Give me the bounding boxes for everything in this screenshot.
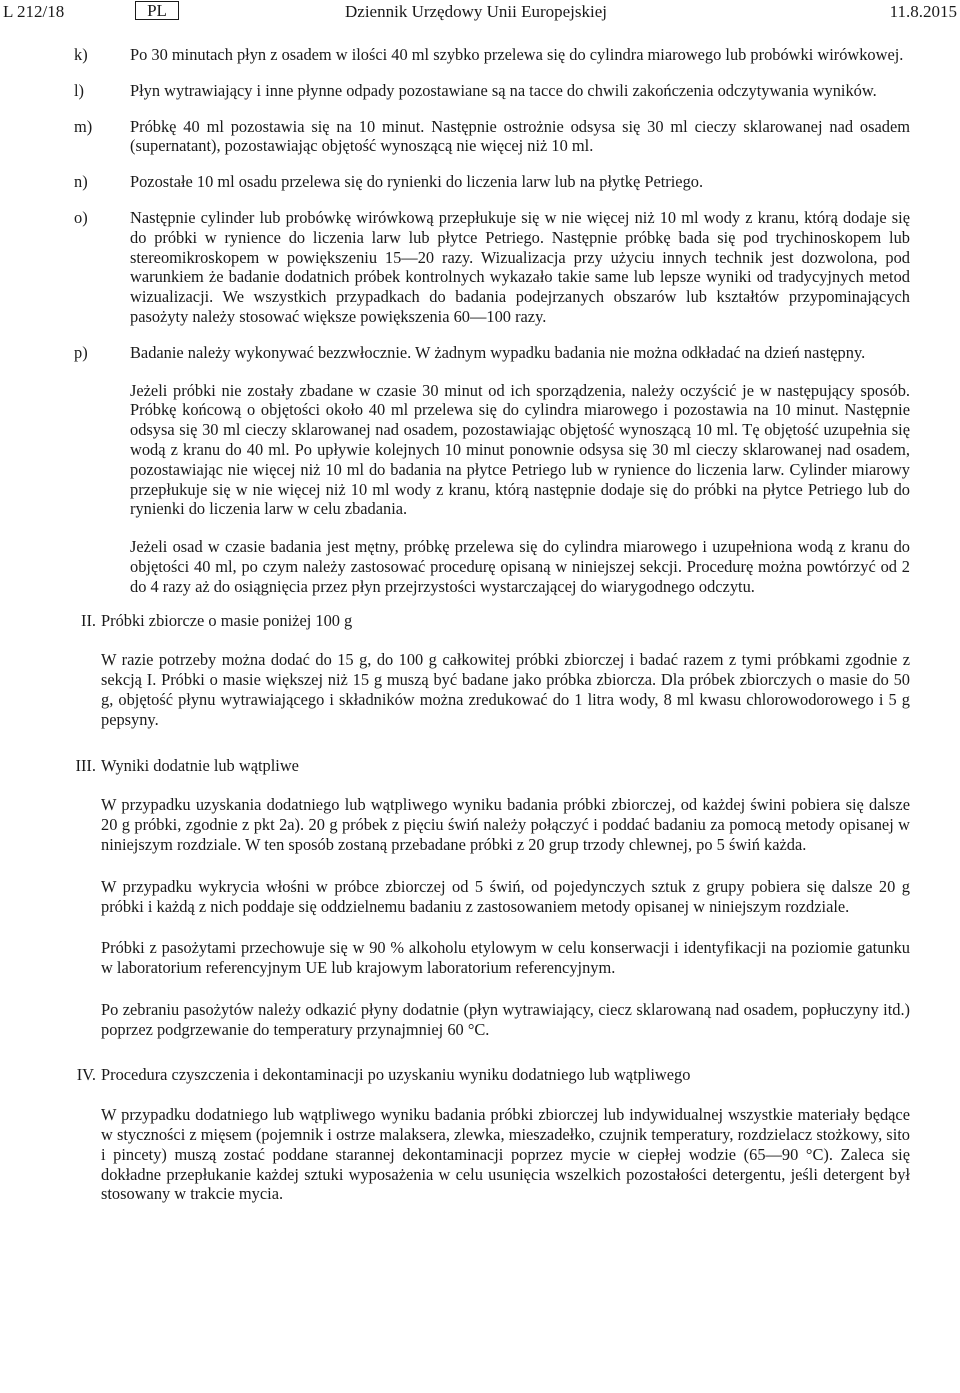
item-label: n) [74, 172, 88, 192]
language-badge: PL [135, 1, 179, 20]
page-reference: L 212/18 [3, 2, 65, 21]
section-paragraph: W przypadku dodatniego lub wątpliwego wyniku badania próbki zbiorczej lub indywidualnej wszystkie materiały będące w styczności z mięsem (pojemnik i ostrze malaksera, zlewka, mieszadełko, czujnik temperatury, rozdzielacz stożkowy, sito i pincety) muszą zostać poddane starannej dekontaminacji poprzez mycie w ciepłej wodzie (65—90 °C). Zaleca się dokładne przepłukanie każdej sztuki wyposażenia w celu usunięcia wszelkich pozostałości detergentu, jeśli detergent był stosowany w trakcie mycia. [101, 1105, 910, 1204]
section-iii [62, 756, 910, 1040]
item-text: Płyn wytrawiający i inne płynne odpady pozostawiane są na tacce do chwili zakończenia odczytywania wyników. [130, 80, 877, 100]
item-label: m) [74, 116, 93, 136]
section-title: Procedura czyszczenia i dekontaminacji po uzyskaniu wyniku dodatniego lub wątpliwego [101, 1065, 691, 1085]
item-text: Jeżeli próbki nie zostały zbadane w czasie 30 minut od ich sporządzenia, należy oczyścić je w następujący sposób. Próbkę końcową o objętości około 40 ml przelewa się do cylindra miarowego i pozostawia na 10 minut. Następnie odsysa się 30 ml cieczy sklarowanej nad osadem, pozostawiając objętość wynoszącą 10 ml. Tę objętość uzupełnia się wodą z kranu do 40 ml. Po upływie kolejnych 10 minut ponownie odsysa się 30 ml cieczy sklarowanej nad osadem, pozostawiając nie więcej niż 10 ml do badania na płytce Petriego lub w rynience do liczenia larw. Cylinder miarowy przepłukuje się w nie więcej niż 10 ml wody z kranu, którą następnie dodaje się do próbki na płytce Petriego lub do rynienki do liczenia larw w celu zbadania. [130, 380, 910, 519]
item-text: Jeżeli osad w czasie badania jest mętny, próbkę przelewa się do cylindra miarowego i uzupełniona wodą z kranu do objętości 40 ml, po czym należy zastosować procedurę opisaną w niniejszej sekcji. Procedurę można powtórzyć od 2 do 4 razy aż do osiągnięcia przez płyn przejrzystości wystarczającej do wiarygodnego odczytu. [130, 537, 910, 596]
list-item-m [62, 117, 910, 157]
list-item-k [62, 45, 910, 65]
item-label: o) [74, 207, 88, 227]
item-text: Po 30 minutach płyn z osadem w ilości 40 ml szybko przelewa się do cylindra miarowego lub probówki wirówkowej. [130, 45, 904, 64]
section-paragraph: W przypadku uzyskania dodatniego lub wątpliwego wyniku badania próbki zbiorczej, od każdej świni pobiera się dalsze 20 g próbki, zgodnie z pkt 2a). 20 g próbek z pięciu świń należy połączyć i poddać badaniu za pomocą metody opisanej w niniejszym rozdziale. W ten sposób zostaną przebadane próbki z 20 grup trzody chlewnej, po 5 świń każda. [101, 795, 910, 854]
section-paragraph: W przypadku wykrycia włośni w próbce zbiorczej od 5 świń, od pojedynczych sztuk z grupy pobiera się dalsze 20 g próbki i każdą z nich poddaje się oddzielnemu badaniu z zastosowaniem metody opisanej w niniejszym rozdziale. [101, 876, 910, 916]
list-item-o [62, 208, 910, 327]
page-header [0, 0, 960, 24]
list-item-n [62, 172, 910, 192]
section-number: II. [80, 610, 96, 630]
item-text: Pozostałe 10 ml osadu przelewa się do rynienki do liczenia larw lub na płytkę Petriego. [130, 172, 704, 192]
section-iv [62, 1065, 910, 1204]
item-text: Następnie cylinder lub probówkę wirówkową przepłukuje się w nie więcej niż 10 ml wody z kranu, którą dodaje się do próbki w rynience do liczenia larw lub płytce Petriego. Następnie próbkę bada się pod trychinoskopem lub stereomikroskopem w powiększeniu 15—20 razy. Wizualizacja przy użyciu innych technik jest dozwolona, pod warunkiem że badanie dodatnich próbek kontrolnych wykazało takie same lub lepsze wyniki od tradycyjnych metod wizualizacji. We wszystkich przypadkach do badania podejrzanych obszarów lub kształtów przypominających pasożyty należy stosować większe powiększenia 60—100 razy. [130, 207, 910, 326]
section-title: Wyniki dodatnie lub wątpliwe [101, 755, 299, 775]
list-item-l [62, 81, 910, 101]
section-number: III. [75, 755, 96, 775]
section-paragraph: Próbki z pasożytami przechowuje się w 90 % alkoholu etylowym w celu konserwacji i identyfikacji na poziomie gatunku w laboratorium referencyjnym UE lub krajowym laboratorium referencyjnym. [101, 938, 910, 978]
list-item-p [62, 343, 910, 597]
document-body [62, 45, 910, 1230]
section-number: IV. [76, 1065, 96, 1085]
item-text: Badanie należy wykonywać bezzwłocznie. W żadnym wypadku badania nie można odkładać na dzień następny. [130, 342, 866, 362]
section-ii [62, 611, 910, 730]
section-paragraph: W razie potrzeby można dodać do 15 g, do 100 g całkowitej próbki zbiorczej i badać razem z tymi próbkami zgodnie z sekcją I. Próbki o masie większej niż 15 g muszą być badane jako próbka zbiorcza. Dla próbek zbiorczych o masie do 50 g, objętość płynu wytrawiającego i składników można zredukować do 1 litra wody, 8 ml kwasu chlorowodorowego i 5 g pepsyny. [101, 650, 910, 729]
item-label: p) [74, 342, 88, 362]
journal-title: Dziennik Urzędowy Unii Europejskiej [345, 2, 608, 21]
item-text: Próbkę 40 ml pozostawia się na 10 minut. Następnie ostrożnie odsysa się 30 ml cieczy sklarowanej nad osadem (supernatant), pozostawiając objętość wynoszącą nie więcej niż 10 ml. [130, 116, 910, 156]
item-label: k) [74, 45, 88, 64]
section-title: Próbki zbiorcze o masie poniżej 100 g [101, 610, 353, 630]
item-label: l) [74, 80, 85, 100]
section-paragraph: Po zebraniu pasożytów należy odkazić płyny dodatnie (płyn wytrawiający, ciecz sklarowaną nad osadem, popłuczyny itd.) poprzez podgrzewanie do temperatury przynajmniej 60 °C. [101, 999, 910, 1039]
publication-date: 11.8.2015 [889, 2, 957, 21]
